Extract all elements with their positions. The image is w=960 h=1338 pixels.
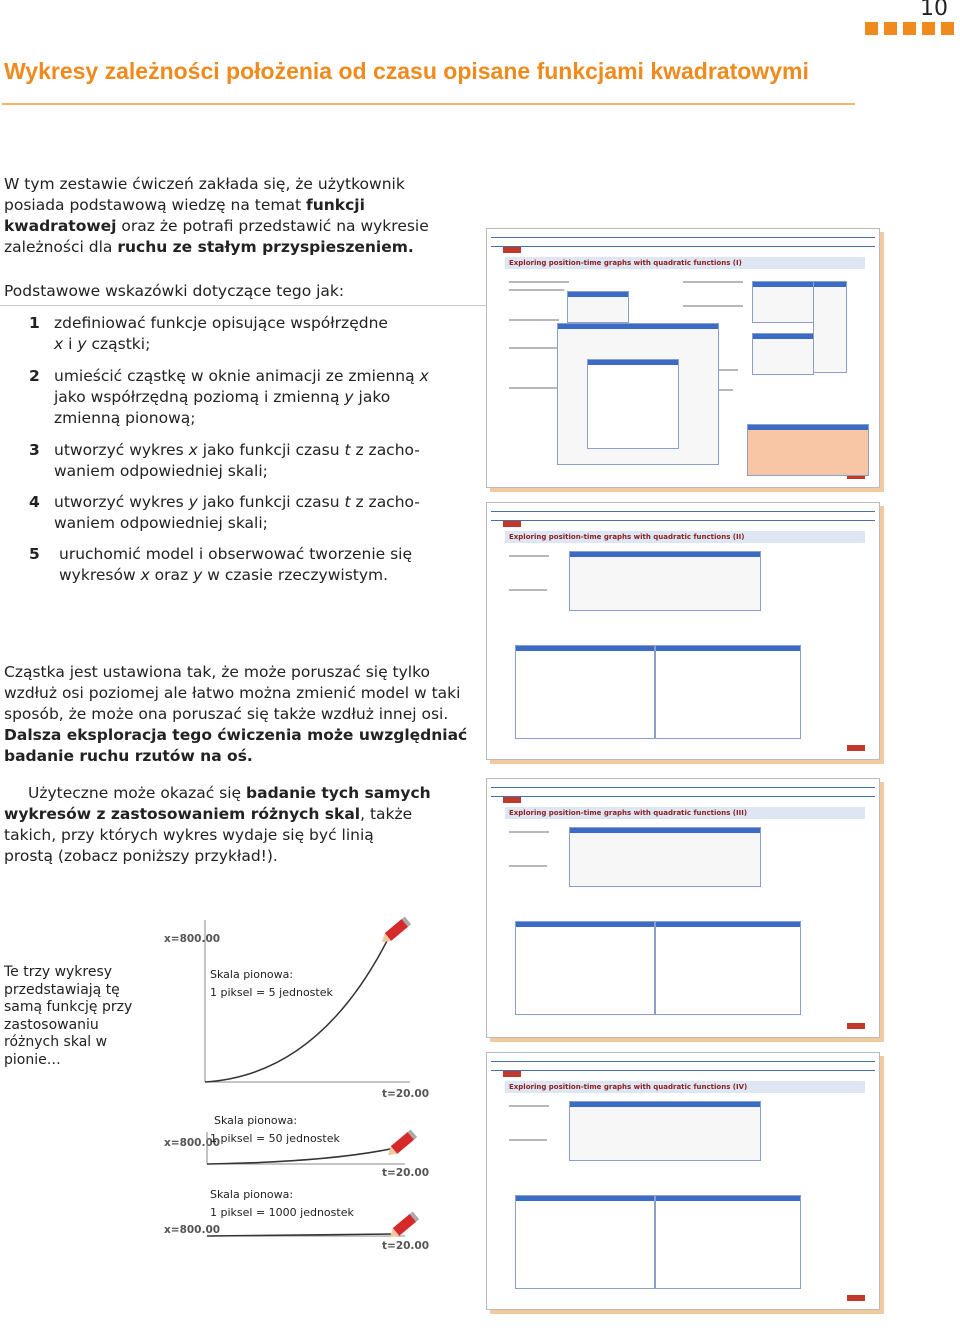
graph-2-t-label: t=20.00: [382, 1167, 430, 1179]
graph-2-x-label: x=800.00: [164, 1137, 221, 1149]
graph-3-t-label: t=20.00: [382, 1240, 430, 1252]
graph-1-x-label: x=800.00: [164, 933, 221, 945]
decorative-squares: [865, 22, 954, 35]
three-graphs-note: Te trzy wykresy przedstawiają tę samą funkcję przy zastosowaniu różnych skal w pionie…: [4, 964, 133, 1068]
worksheet-thumbnail-2: Exploring position-time graphs with quadratic functions (II): [486, 502, 880, 760]
title-underline: [2, 103, 855, 105]
page-number: 10: [920, 0, 948, 21]
scale-graph-1-svg: [160, 915, 430, 1100]
worksheet-thumbnail-3: Exploring position-time graphs with quadratic functions (III): [486, 778, 880, 1038]
graph-1-scale-text: Skala pionowa: 1 piksel = 5 jednostek: [210, 968, 333, 999]
scales-paragraph: Użyteczne może okazać się badanie tych samych wykresów z zastosowaniem różnych skal, także takich, przy których wykres wydaje się być linią prostą (zobacz poniższy przykład!).: [4, 784, 431, 865]
graph-1-t-label: t=20.00: [382, 1088, 430, 1100]
graph-3-x-label: x=800.00: [164, 1224, 221, 1236]
graph-2-curve: [207, 1148, 395, 1164]
particle-paragraph: Cząstka jest ustawiona tak, że może poruszać się tylko wzdłuż osi poziomej ale łatwo można zmienić model w taki sposób, że może ona poruszać się także wzdłuż innej osi. Dalsza eksploracja tego ćwiczenia może uwzględniać badanie ruchu rzutów na oś.: [4, 663, 468, 765]
intro-paragraph: W tym zestawie ćwiczeń zakłada się, że użytkownik posiada podstawową wiedzę na temat funkcji kwadratowej oraz że potrafi przedstawić na wykresie zależności dla ruchu ze stałym przyspieszeniem.: [4, 175, 429, 256]
guide-heading: Podstawowe wskazówki dotyczące tego jak:: [4, 282, 345, 300]
graph-2-scale-text: Skala pionowa: 1 piksel = 50 jednostek: [210, 1114, 340, 1145]
pencil-icon: [385, 1129, 417, 1159]
worksheet-thumbnail-4: Exploring position-time graphs with quadratic functions (IV): [486, 1052, 880, 1310]
pencil-icon: [387, 1211, 419, 1241]
worksheet-thumbnail-1: Exploring position-time graphs with quadratic functions (I): [486, 228, 880, 488]
scale-graph-1: [160, 915, 430, 1100]
page-title: Wykresy zależności położenia od czasu opisane funkcjami kwadratowymi: [4, 58, 809, 84]
graph-3-scale-text: Skala pionowa: 1 piksel = 1000 jednostek: [210, 1188, 354, 1219]
graph-1-curve: [205, 935, 390, 1082]
pointer-line: [0, 305, 492, 306]
pencil-icon: [379, 916, 411, 946]
